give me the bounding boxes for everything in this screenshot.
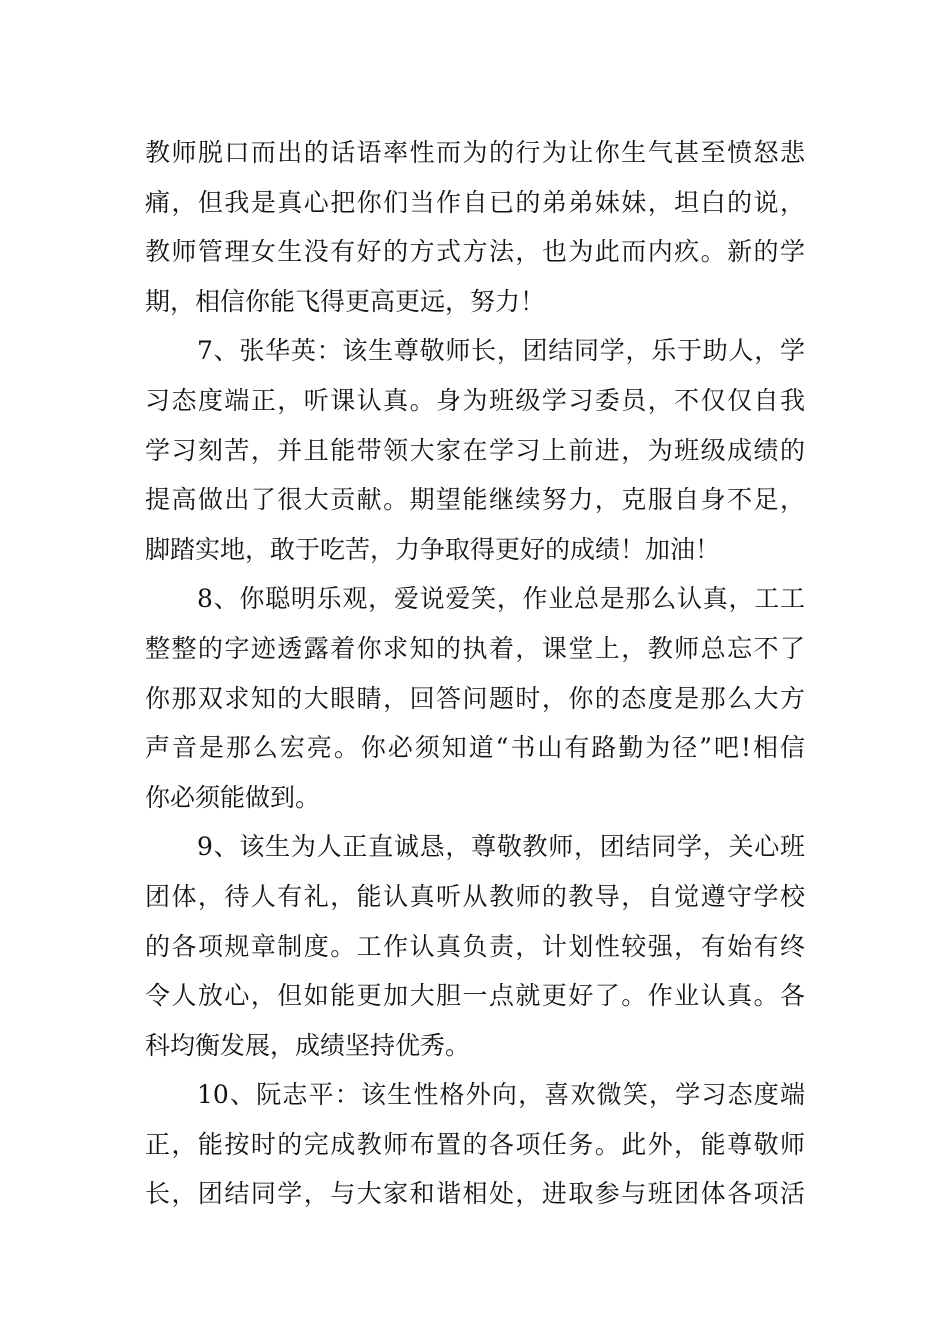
text-line: 教师管理女生没有好的方式方法，也为此而内疚。新的学	[145, 237, 805, 267]
text-line: 脚踏实地，敢于吃苦，力争取得更好的成绩！加油！	[145, 534, 721, 564]
paragraph-start-line: 10、阮志平：该生性格外向，喜欢微笑，学习态度端	[197, 1080, 805, 1110]
text-line: 期，相信你能飞得更高更远，努力！	[145, 286, 546, 316]
text-line: 的各项规章制度。工作认真负责，计划性较强，有始有终	[145, 931, 805, 961]
text-line: 整整的字迹透露着你求知的执着，课堂上，教师总忘不了	[145, 633, 805, 663]
body-text	[145, 128, 805, 1219]
text-line: 科均衡发展，成绩坚持优秀。	[145, 1030, 471, 1060]
paragraph-start-line: 9、该生为人正直诚恳，尊敬教师，团结同学，关心班	[197, 832, 805, 862]
text-line: 长，团结同学，与大家和谐相处，进取参与班团体各项活	[145, 1179, 805, 1209]
text-line: 习态度端正，听课认真。身为班级学习委员，不仅仅自我	[145, 385, 805, 415]
text-line: 提高做出了很大贡献。期望能继续努力，克服自身不足，	[145, 485, 805, 515]
paragraph-start-line: 7、张华英：该生尊敬师长，团结同学，乐于助人，学	[197, 336, 805, 366]
text-line: 学习刻苦，并且能带领大家在学习上前进，为班级成绩的	[145, 435, 805, 465]
text-line: 你那双求知的大眼睛，回答问题时，你的态度是那么大方	[145, 683, 805, 713]
text-line: 你必须能做到。	[145, 782, 321, 812]
paragraph-start-line: 8、你聪明乐观，爱说爱笑，作业总是那么认真，工工	[197, 584, 805, 614]
text-line: 痛，但我是真心把你们当作自已的弟弟妹妹，坦白的说，	[145, 187, 805, 217]
text-line: 教师脱口而出的话语率性而为的行为让你生气甚至愤怒悲	[145, 138, 805, 167]
text-line: 声音是那么宏亮。你必须知道“书山有路勤为径”吧!相信	[145, 733, 805, 763]
text-line: 正，能按时的完成教师布置的各项任务。此外，能尊敬师	[145, 1129, 805, 1159]
text-line: 令人放心，但如能更加大胆一点就更好了。作业认真。各	[145, 981, 805, 1011]
text-line: 团体，待人有礼，能认真听从教师的教导，自觉遵守学校	[145, 881, 805, 911]
